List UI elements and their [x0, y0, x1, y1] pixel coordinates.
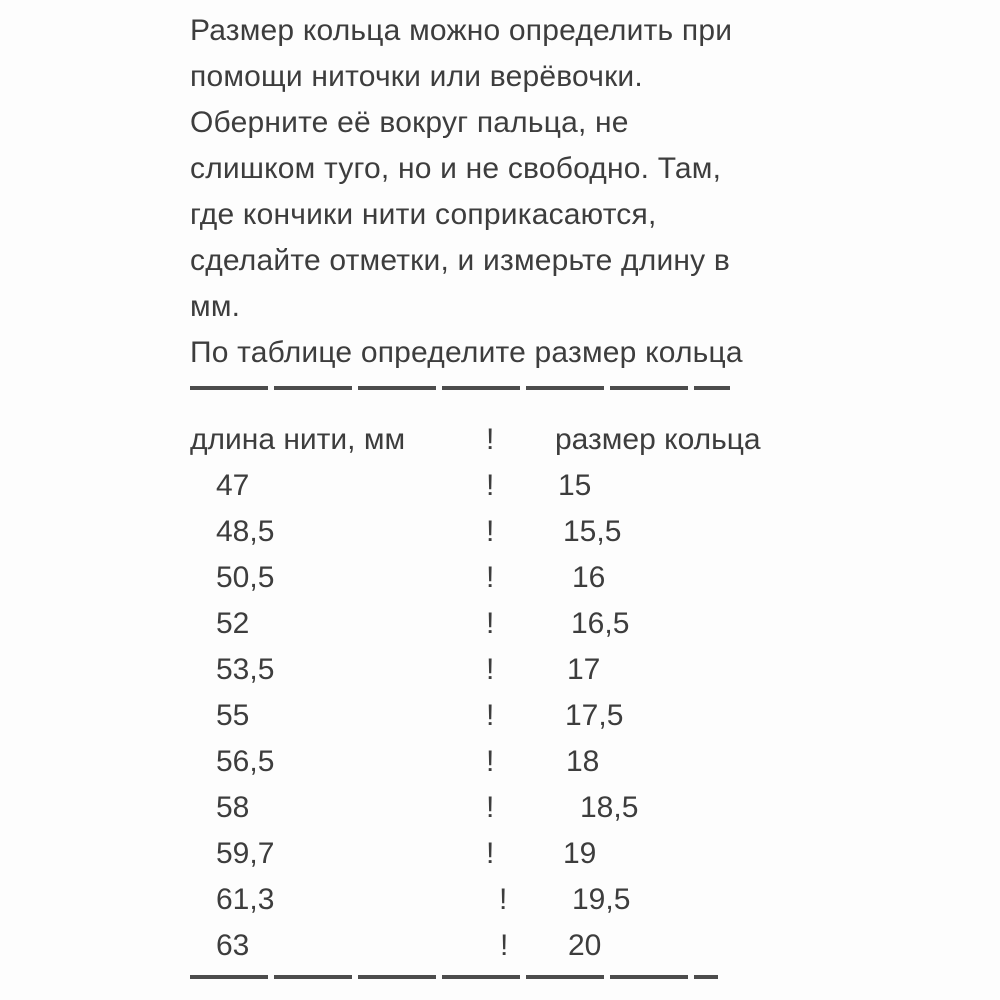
column-header-size: размер кольца [555, 423, 761, 456]
length-value: 56,5 [216, 745, 275, 778]
table-row [190, 555, 810, 601]
ring-size-table [190, 417, 810, 969]
size-value: 16,5 [571, 607, 630, 640]
divider-bottom [190, 975, 718, 979]
separator: ! [486, 515, 495, 548]
separator: ! [500, 929, 509, 962]
intro-paragraph [190, 8, 810, 376]
intro-line: помощи ниточки или верёвочки. [190, 60, 643, 93]
separator: ! [486, 699, 495, 732]
intro-line: где кончики нити соприкасаются, [190, 198, 657, 231]
length-value: 50,5 [216, 561, 275, 594]
length-value: 55 [216, 699, 250, 732]
intro-line: сделайте отметки, и измерьте длину в [190, 244, 731, 277]
size-value: 18,5 [580, 791, 639, 824]
table-row [190, 601, 810, 647]
table-row [190, 923, 810, 969]
size-value: 15,5 [563, 515, 622, 548]
size-value: 16 [572, 561, 606, 594]
size-value: 20 [568, 929, 602, 962]
length-value: 52 [216, 607, 250, 640]
separator: ! [486, 745, 495, 778]
length-value: 53,5 [216, 653, 275, 686]
length-value: 61,3 [216, 883, 275, 916]
length-value: 63 [216, 929, 250, 962]
divider-top [190, 386, 730, 390]
separator: ! [486, 469, 495, 502]
intro-line: По таблице определите размер кольца [190, 336, 743, 369]
intro-line: мм. [190, 290, 241, 323]
size-value: 17 [567, 653, 601, 686]
separator: ! [486, 607, 495, 640]
intro-line: слишком туго, но и не свободно. Там, [190, 152, 722, 185]
table-row [190, 463, 810, 509]
size-value: 19 [563, 837, 597, 870]
separator: ! [486, 561, 495, 594]
length-value: 58 [216, 791, 250, 824]
table-row [190, 739, 810, 785]
table-row [190, 831, 810, 877]
separator: ! [486, 653, 495, 686]
intro-line: Оберните её вокруг пальца, не [190, 106, 629, 139]
size-value: 19,5 [572, 883, 631, 916]
document-content [190, 8, 810, 979]
length-value: 47 [216, 469, 250, 502]
table-header-row [190, 417, 810, 463]
separator: ! [486, 791, 495, 824]
column-separator: ! [486, 423, 495, 456]
size-value: 18 [566, 745, 600, 778]
table-row [190, 509, 810, 555]
intro-line: Размер кольца можно определить при [190, 14, 733, 47]
length-value: 48,5 [216, 515, 275, 548]
separator: ! [486, 837, 495, 870]
table-row [190, 647, 810, 693]
table-row [190, 877, 810, 923]
table-row [190, 785, 810, 831]
separator: ! [499, 883, 508, 916]
size-value: 17,5 [565, 699, 624, 732]
column-header-length: длина нити, мм [190, 423, 406, 456]
table-row [190, 693, 810, 739]
size-value: 15 [558, 469, 592, 502]
length-value: 59,7 [216, 837, 275, 870]
